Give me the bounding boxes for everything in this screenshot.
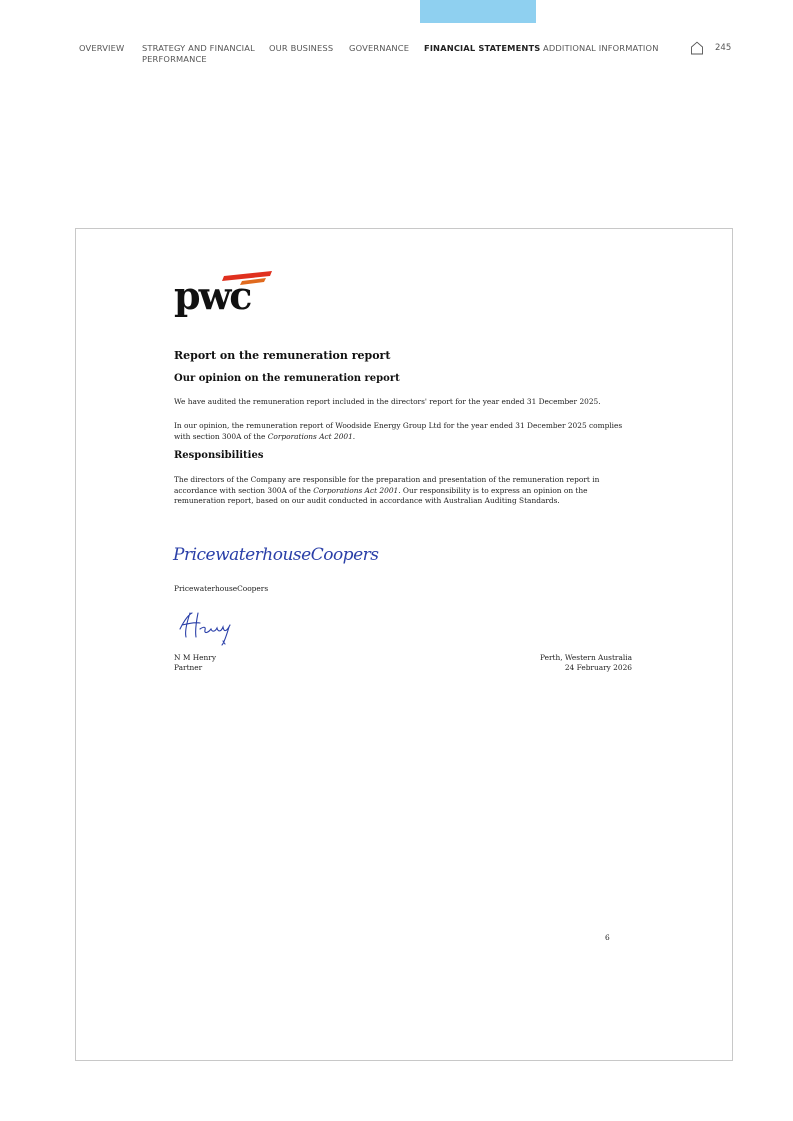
nav-item-strategy[interactable]: STRATEGY AND FINANCIAL PERFORMANCE [142,43,255,64]
opinion-heading: Our opinion on the remuneration report [174,373,400,384]
firm-signature [171,536,379,570]
partner-signature [176,607,238,649]
home-icon[interactable] [690,41,704,55]
top-accent-tab [420,0,536,23]
pwc-logo-text: pwc [174,273,251,318]
partner-block [174,653,216,673]
partner-name: N M Henry [174,653,217,662]
act-name: Corporations Act 2001 [313,485,399,495]
nav-item-additional-information[interactable]: ADDITIONAL INFORMATION [543,43,659,53]
document-page-number: 6 [605,933,610,942]
opinion-paragraph-2: In our opinion, the remuneration report of Woodside Energy Group Ltd for the year ended 31 December 2025 complies with section 300A of the Corporations Act 2001. [174,421,623,441]
auditor-report-page [75,228,733,1061]
page-number: 245 [715,43,732,53]
report-title: Report on the remuneration report [174,349,391,362]
nav-item-governance[interactable]: GOVERNANCE [349,43,410,53]
date: 24 February 2026 [564,663,632,672]
place-date-block [540,653,632,673]
responsibilities-heading: Responsibilities [174,450,264,461]
responsibilities-paragraph: The directors of the Company are responsible for the preparation and presentation of the remuneration report in accordance with section 300A of the Corporations Act 2001. Our responsibility is to express an opinion on the remuneration report, based on our audit conducted in accordance with Australian Auditing Standards. [174,475,600,505]
firm-signature-text: PricewaterhouseCoopers [173,545,379,565]
pwc-logo [174,267,274,319]
place: Perth, Western Australia [539,653,632,662]
opinion-paragraph-1: We have audited the remuneration report included in the directors' report for the year ended 31 December 2025. [174,397,601,406]
act-name: Corporations Act 2001 [267,431,353,441]
nav-item-financial-statements[interactable]: FINANCIAL STATEMENTS [424,43,541,53]
nav-item-our-business[interactable]: OUR BUSINESS [269,43,334,53]
firm-name: PricewaterhouseCoopers [174,584,269,593]
partner-role: Partner [174,663,203,672]
top-navigation [0,43,793,73]
nav-item-overview[interactable]: OVERVIEW [79,43,125,53]
